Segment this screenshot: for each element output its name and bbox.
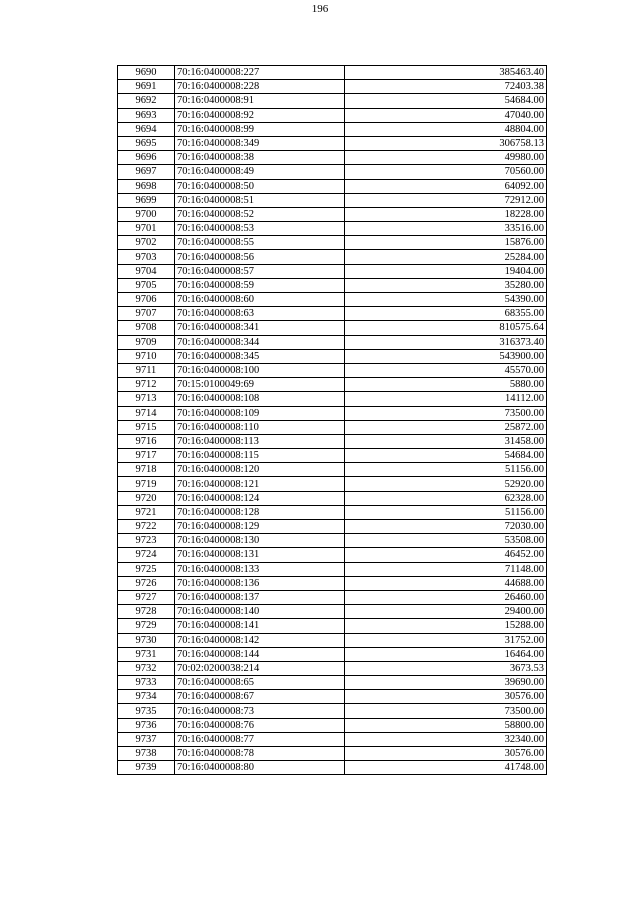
table-row [118,647,547,661]
cadastral-number-cell: 70:16:0400008:128 [175,505,345,519]
cadastral-value-cell: 54390.00 [345,293,547,307]
row-number-cell: 9702 [118,236,175,250]
cadastral-number-cell: 70:16:0400008:133 [175,562,345,576]
cadastral-number-cell: 70:16:0400008:50 [175,179,345,193]
cadastral-value-cell: 15288.00 [345,619,547,633]
cadastral-value-cell: 16464.00 [345,647,547,661]
cadastral-number-cell: 70:16:0400008:120 [175,463,345,477]
cadastral-number-cell: 70:16:0400008:108 [175,392,345,406]
row-number-cell: 9737 [118,732,175,746]
table-row [118,434,547,448]
cadastral-number-cell: 70:16:0400008:228 [175,80,345,94]
row-number-cell: 9721 [118,505,175,519]
cadastral-value-cell: 31752.00 [345,633,547,647]
cadastral-number-cell: 70:16:0400008:59 [175,278,345,292]
cadastral-value-cell: 54684.00 [345,449,547,463]
cadastral-number-cell: 70:02:0200038:214 [175,661,345,675]
cadastral-value-table [117,65,547,775]
cadastral-value-cell: 68355.00 [345,307,547,321]
cadastral-number-cell: 70:16:0400008:113 [175,434,345,448]
row-number-cell: 9726 [118,576,175,590]
row-number-cell: 9716 [118,434,175,448]
cadastral-value-cell: 810575.64 [345,321,547,335]
row-number-cell: 9699 [118,193,175,207]
cadastral-number-cell: 70:16:0400008:124 [175,491,345,505]
table-row [118,307,547,321]
table-row [118,264,547,278]
cadastral-number-cell: 70:16:0400008:67 [175,690,345,704]
cadastral-number-cell: 70:16:0400008:349 [175,136,345,150]
table-row [118,80,547,94]
row-number-cell: 9724 [118,548,175,562]
cadastral-value-cell: 73500.00 [345,406,547,420]
table-row [118,605,547,619]
cadastral-value-cell: 26460.00 [345,590,547,604]
table-row [118,449,547,463]
row-number-cell: 9695 [118,136,175,150]
cadastral-number-cell: 70:16:0400008:73 [175,704,345,718]
cadastral-number-cell: 70:16:0400008:57 [175,264,345,278]
row-number-cell: 9694 [118,122,175,136]
cadastral-value-cell: 51156.00 [345,463,547,477]
table-row [118,236,547,250]
cadastral-value-cell: 3673.53 [345,661,547,675]
row-number-cell: 9698 [118,179,175,193]
cadastral-number-cell: 70:16:0400008:91 [175,94,345,108]
table-row [118,718,547,732]
cadastral-value-cell: 32340.00 [345,732,547,746]
table-row [118,661,547,675]
cadastral-value-cell: 53508.00 [345,534,547,548]
cadastral-value-cell: 45570.00 [345,363,547,377]
cadastral-number-cell: 70:16:0400008:38 [175,151,345,165]
cadastral-value-cell: 19404.00 [345,264,547,278]
table-row [118,165,547,179]
table-row [118,321,547,335]
table-row [118,676,547,690]
cadastral-value-cell: 72912.00 [345,193,547,207]
cadastral-value-cell: 71148.00 [345,562,547,576]
row-number-cell: 9738 [118,747,175,761]
cadastral-number-cell: 70:16:0400008:140 [175,605,345,619]
row-number-cell: 9736 [118,718,175,732]
table-row [118,463,547,477]
cadastral-number-cell: 70:16:0400008:52 [175,207,345,221]
table-row [118,406,547,420]
row-number-cell: 9730 [118,633,175,647]
cadastral-number-cell: 70:16:0400008:80 [175,761,345,775]
row-number-cell: 9714 [118,406,175,420]
table-row [118,633,547,647]
table-row [118,704,547,718]
cadastral-number-cell: 70:16:0400008:121 [175,477,345,491]
row-number-cell: 9727 [118,590,175,604]
cadastral-number-cell: 70:16:0400008:99 [175,122,345,136]
cadastral-value-cell: 30576.00 [345,690,547,704]
cadastral-number-cell: 70:15:0100049:69 [175,378,345,392]
cadastral-value-cell: 385463.40 [345,66,547,80]
row-number-cell: 9691 [118,80,175,94]
cadastral-number-cell: 70:16:0400008:53 [175,222,345,236]
cadastral-number-cell: 70:16:0400008:110 [175,420,345,434]
row-number-cell: 9734 [118,690,175,704]
page-number: 196 [311,3,329,15]
cadastral-value-cell: 48804.00 [345,122,547,136]
table-row [118,250,547,264]
row-number-cell: 9712 [118,378,175,392]
table-row [118,222,547,236]
cadastral-value-cell: 64092.00 [345,179,547,193]
row-number-cell: 9693 [118,108,175,122]
cadastral-value-cell: 54684.00 [345,94,547,108]
row-number-cell: 9705 [118,278,175,292]
table-row [118,108,547,122]
row-number-cell: 9706 [118,293,175,307]
table-row [118,136,547,150]
row-number-cell: 9709 [118,335,175,349]
cadastral-value-cell: 543900.00 [345,349,547,363]
table-row [118,548,547,562]
table-row [118,505,547,519]
row-number-cell: 9707 [118,307,175,321]
row-number-cell: 9701 [118,222,175,236]
table-row [118,420,547,434]
cadastral-value-cell: 44688.00 [345,576,547,590]
row-number-cell: 9692 [118,94,175,108]
row-number-cell: 9733 [118,676,175,690]
table-row [118,193,547,207]
row-number-cell: 9717 [118,449,175,463]
cadastral-number-cell: 70:16:0400008:227 [175,66,345,80]
row-number-cell: 9731 [118,647,175,661]
row-number-cell: 9715 [118,420,175,434]
cadastral-value-cell: 73500.00 [345,704,547,718]
cadastral-value-cell: 25872.00 [345,420,547,434]
table-body [118,66,547,775]
cadastral-number-cell: 70:16:0400008:341 [175,321,345,335]
cadastral-value-cell: 52920.00 [345,477,547,491]
table-row [118,293,547,307]
cadastral-number-cell: 70:16:0400008:51 [175,193,345,207]
table-row [118,207,547,221]
cadastral-value-cell: 41748.00 [345,761,547,775]
row-number-cell: 9718 [118,463,175,477]
table-row [118,534,547,548]
cadastral-number-cell: 70:16:0400008:49 [175,165,345,179]
table-row [118,66,547,80]
row-number-cell: 9703 [118,250,175,264]
cadastral-value-cell: 72030.00 [345,520,547,534]
row-number-cell: 9708 [118,321,175,335]
cadastral-number-cell: 70:16:0400008:115 [175,449,345,463]
table-row [118,562,547,576]
cadastral-value-cell: 47040.00 [345,108,547,122]
table-row [118,151,547,165]
cadastral-number-cell: 70:16:0400008:130 [175,534,345,548]
row-number-cell: 9722 [118,520,175,534]
row-number-cell: 9710 [118,349,175,363]
cadastral-number-cell: 70:16:0400008:92 [175,108,345,122]
cadastral-number-cell: 70:16:0400008:60 [175,293,345,307]
table-row [118,378,547,392]
cadastral-number-cell: 70:16:0400008:63 [175,307,345,321]
table-row [118,349,547,363]
table-row [118,94,547,108]
row-number-cell: 9720 [118,491,175,505]
cadastral-number-cell: 70:16:0400008:142 [175,633,345,647]
table-row [118,761,547,775]
cadastral-value-cell: 46452.00 [345,548,547,562]
table-row [118,179,547,193]
cadastral-number-cell: 70:16:0400008:131 [175,548,345,562]
table-row [118,477,547,491]
cadastral-number-cell: 70:16:0400008:65 [175,676,345,690]
cadastral-value-cell: 30576.00 [345,747,547,761]
table-row [118,122,547,136]
cadastral-number-cell: 70:16:0400008:109 [175,406,345,420]
table-row [118,590,547,604]
cadastral-value-cell: 25284.00 [345,250,547,264]
row-number-cell: 9729 [118,619,175,633]
table-row [118,335,547,349]
cadastral-value-cell: 18228.00 [345,207,547,221]
cadastral-number-cell: 70:16:0400008:144 [175,647,345,661]
cadastral-value-cell: 14112.00 [345,392,547,406]
cadastral-value-cell: 72403.38 [345,80,547,94]
cadastral-value-cell: 39690.00 [345,676,547,690]
cadastral-value-cell: 35280.00 [345,278,547,292]
cadastral-number-cell: 70:16:0400008:78 [175,747,345,761]
row-number-cell: 9732 [118,661,175,675]
table-row [118,491,547,505]
cadastral-value-cell: 70560.00 [345,165,547,179]
table-row [118,363,547,377]
cadastral-number-cell: 70:16:0400008:76 [175,718,345,732]
table-row [118,619,547,633]
row-number-cell: 9723 [118,534,175,548]
row-number-cell: 9713 [118,392,175,406]
cadastral-value-cell: 5880.00 [345,378,547,392]
row-number-cell: 9704 [118,264,175,278]
cadastral-number-cell: 70:16:0400008:141 [175,619,345,633]
table-row [118,732,547,746]
row-number-cell: 9735 [118,704,175,718]
cadastral-value-cell: 15876.00 [345,236,547,250]
cadastral-value-cell: 33516.00 [345,222,547,236]
table-row [118,576,547,590]
cadastral-value-cell: 62328.00 [345,491,547,505]
row-number-cell: 9719 [118,477,175,491]
row-number-cell: 9711 [118,363,175,377]
table-row [118,278,547,292]
cadastral-value-cell: 306758.13 [345,136,547,150]
table-row [118,690,547,704]
table-row [118,392,547,406]
cadastral-number-cell: 70:16:0400008:345 [175,349,345,363]
cadastral-number-cell: 70:16:0400008:100 [175,363,345,377]
row-number-cell: 9728 [118,605,175,619]
cadastral-value-cell: 58800.00 [345,718,547,732]
table-row [118,747,547,761]
table-row [118,520,547,534]
cadastral-value-cell: 31458.00 [345,434,547,448]
cadastral-number-cell: 70:16:0400008:137 [175,590,345,604]
cadastral-value-cell: 29400.00 [345,605,547,619]
cadastral-number-cell: 70:16:0400008:56 [175,250,345,264]
cadastral-value-cell: 49980.00 [345,151,547,165]
cadastral-number-cell: 70:16:0400008:136 [175,576,345,590]
cadastral-number-cell: 70:16:0400008:344 [175,335,345,349]
cadastral-value-cell: 316373.40 [345,335,547,349]
row-number-cell: 9696 [118,151,175,165]
cadastral-number-cell: 70:16:0400008:77 [175,732,345,746]
row-number-cell: 9725 [118,562,175,576]
cadastral-number-cell: 70:16:0400008:129 [175,520,345,534]
row-number-cell: 9690 [118,66,175,80]
cadastral-value-cell: 51156.00 [345,505,547,519]
row-number-cell: 9700 [118,207,175,221]
row-number-cell: 9739 [118,761,175,775]
row-number-cell: 9697 [118,165,175,179]
cadastral-number-cell: 70:16:0400008:55 [175,236,345,250]
